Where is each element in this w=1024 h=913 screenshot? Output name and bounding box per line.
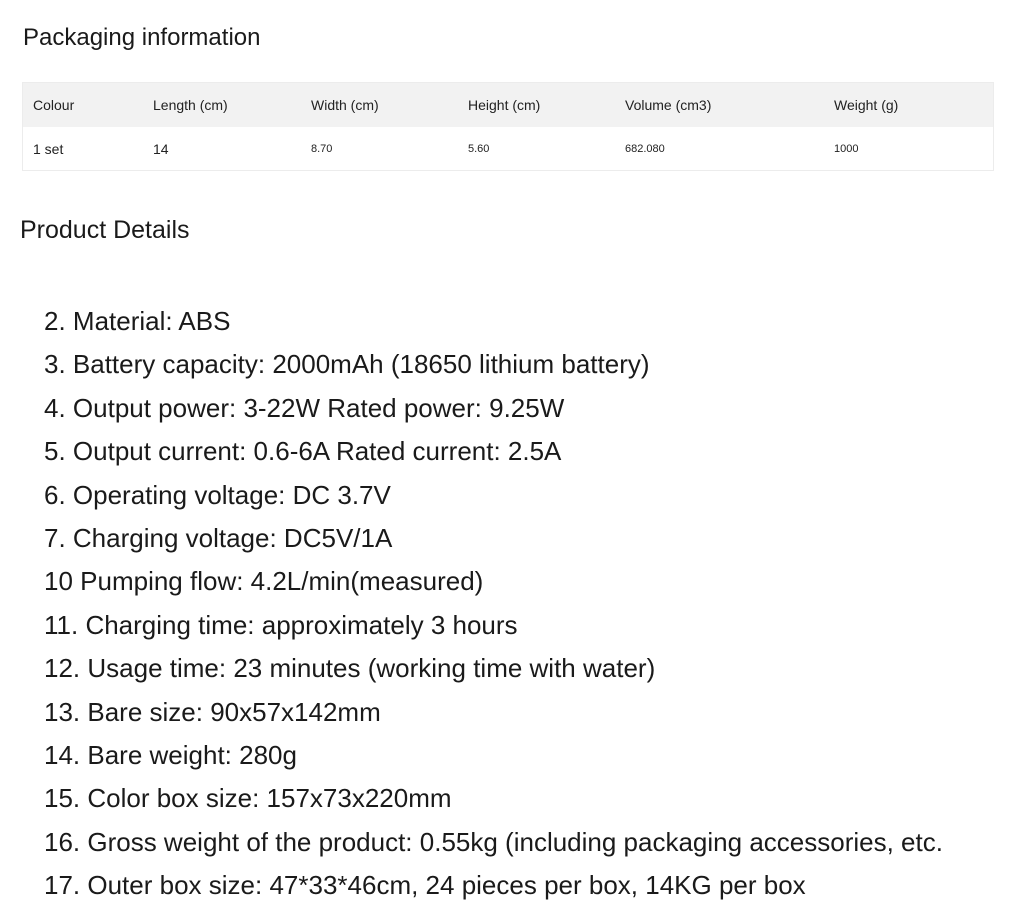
cell-width: 8.70 — [311, 127, 468, 171]
cell-length: 14 — [153, 127, 311, 171]
list-item: 3. Battery capacity: 2000mAh (18650 lithium battery) — [44, 349, 650, 380]
list-item: 5. Output current: 0.6-6A Rated current: 2.5A — [44, 436, 562, 467]
cell-height: 5.60 — [468, 127, 625, 171]
header-height: Height (cm) — [468, 83, 625, 128]
header-width: Width (cm) — [311, 83, 468, 128]
list-item: 16. Gross weight of the product: 0.55kg (including packaging accessories, etc. — [44, 826, 943, 857]
list-item: 17. Outer box size: 47*33*46cm, 24 pieces per box, 14KG per box — [44, 870, 806, 901]
packaging-information-heading: Packaging information — [23, 24, 261, 51]
cell-volume: 682.080 — [625, 127, 834, 171]
list-item: 2. Material: ABS — [44, 306, 231, 336]
list-item: 6. Operating voltage: DC 3.7V — [44, 479, 391, 510]
list-item: 15. Color box size: 157x73x220mm — [44, 783, 452, 814]
list-item: 12. Usage time: 23 minutes (working time with water) — [44, 653, 656, 684]
cell-colour: 1 set — [23, 127, 154, 171]
list-item: 4. Output power: 3-22W Rated power: 9.25W — [44, 392, 565, 423]
header-length: Length (cm) — [153, 83, 311, 128]
list-item: 14. Bare weight: 280g — [44, 739, 297, 770]
packaging-table — [22, 82, 994, 171]
header-weight: Weight (g) — [834, 83, 994, 128]
list-item: 10 Pumping flow: 4.2L/min(measured) — [44, 566, 484, 597]
table-header-row — [23, 83, 994, 128]
cell-weight: 1000 — [834, 127, 994, 171]
list-item: 7. Charging voltage: DC5V/1A — [44, 522, 393, 553]
list-item: 13. Bare size: 90x57x142mm — [44, 696, 381, 727]
product-details-list — [44, 300, 943, 907]
header-volume: Volume (cm3) — [625, 83, 834, 128]
list-item: 11. Charging time: approximately 3 hours — [44, 609, 518, 640]
header-colour: Colour — [23, 83, 154, 128]
table-row — [23, 127, 994, 171]
product-details-heading: Product Details — [20, 216, 190, 244]
